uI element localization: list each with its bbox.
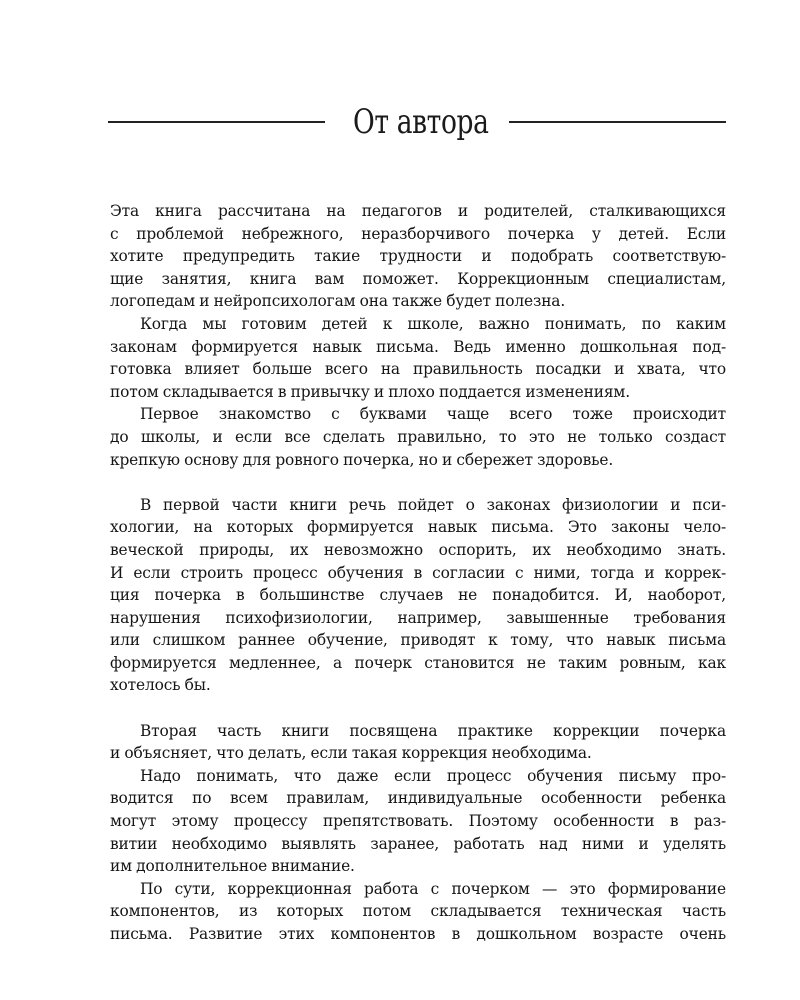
- paragraph: [110, 878, 726, 946]
- paragraph: [110, 765, 726, 878]
- paragraph: [110, 494, 726, 697]
- text-line: И если строить процесс обучения в согласии с ними, тогда и коррек-: [110, 563, 726, 582]
- text-line: нарушения психофизиологии, например, завышенные требования: [110, 608, 726, 627]
- body-text: [110, 200, 726, 946]
- text-line: могут этому процессу препятствовать. Поэтому особенности в раз-: [110, 812, 726, 831]
- page-title: От автора: [353, 102, 489, 142]
- heading-rule-right: [509, 121, 726, 123]
- text-line: водится по всем правилам, индивидуальные особенности ребенка: [110, 789, 726, 808]
- text-line: Первое знакомство с буквами чаще всего тоже происходит: [140, 405, 726, 424]
- text-line: веческой природы, их невозможно оспорить, их необходимо знать.: [110, 540, 726, 559]
- text-line: письма. Развитие этих компонентов в дошкольном возрасте очень: [110, 925, 726, 943]
- text-line: ция почерка в большинстве случаев не понадобится. И, наоборот,: [110, 586, 726, 605]
- paragraph-gap: [110, 471, 726, 494]
- text-line: По сути, коррекционная работа с почерком — это формирование: [140, 879, 726, 898]
- heading-row: [108, 96, 726, 148]
- text-line: витии необходимо выявлять заранее, работать над ними и уделять: [110, 834, 726, 853]
- paragraph: [110, 313, 726, 403]
- paragraph: [110, 200, 726, 313]
- text-line: им дополнительное внимание.: [110, 857, 355, 876]
- text-line: Эта книга рассчитана на педагогов и родителей, сталкивающихся: [110, 202, 726, 220]
- text-line: В первой части книги речь пойдет о законах физиологии и пси-: [140, 495, 726, 514]
- text-line: формируется медленнее, а почерк становится не таким ровным, как: [110, 653, 726, 672]
- text-line: логопедам и нейропсихологам она также будет полезна.: [110, 292, 566, 311]
- text-line: компонентов, из которых потом складывается техническая часть: [110, 902, 726, 921]
- text-line: или слишком раннее обучение, приводят к тому, что навык письма: [110, 631, 726, 650]
- text-line: законам формируется навык письма. Ведь именно дошкольная под-: [110, 337, 726, 356]
- paragraph: [110, 720, 726, 765]
- text-line: до школы, и если все сделать правильно, то это не только создаст: [110, 427, 726, 446]
- text-line: Вторая часть книги посвящена практике коррекции почерка: [140, 721, 726, 740]
- paragraph: [110, 403, 726, 471]
- text-line: потом складывается в привычку и плохо поддается изменениям.: [110, 382, 630, 401]
- text-line: Когда мы готовим детей к школе, важно понимать, по каким: [140, 314, 726, 333]
- text-line: крепкую основу для ровного почерка, но и сбережет здоровье.: [110, 450, 614, 469]
- text-line: готовка влияет больше всего на правильность посадки и хвата, что: [110, 360, 726, 379]
- text-line: Надо понимать, что даже если процесс обучения письму про-: [140, 766, 726, 785]
- text-line: хологии, на которых формируется навык письма. Это законы чело-: [110, 518, 726, 537]
- text-line: и объясняет, что делать, если такая коррекция необходима.: [110, 744, 592, 763]
- text-line: щие занятия, книга вам поможет. Коррекционным специалистам,: [110, 269, 726, 288]
- text-line: хотите предупредить такие трудности и подобрать соответствую-: [110, 247, 726, 266]
- text-line: с проблемой небрежного, неразборчивого почерка у детей. Если: [110, 224, 726, 243]
- heading-rule-left: [108, 121, 325, 123]
- paragraph-gap: [110, 697, 726, 720]
- text-line: хотелось бы.: [110, 676, 211, 695]
